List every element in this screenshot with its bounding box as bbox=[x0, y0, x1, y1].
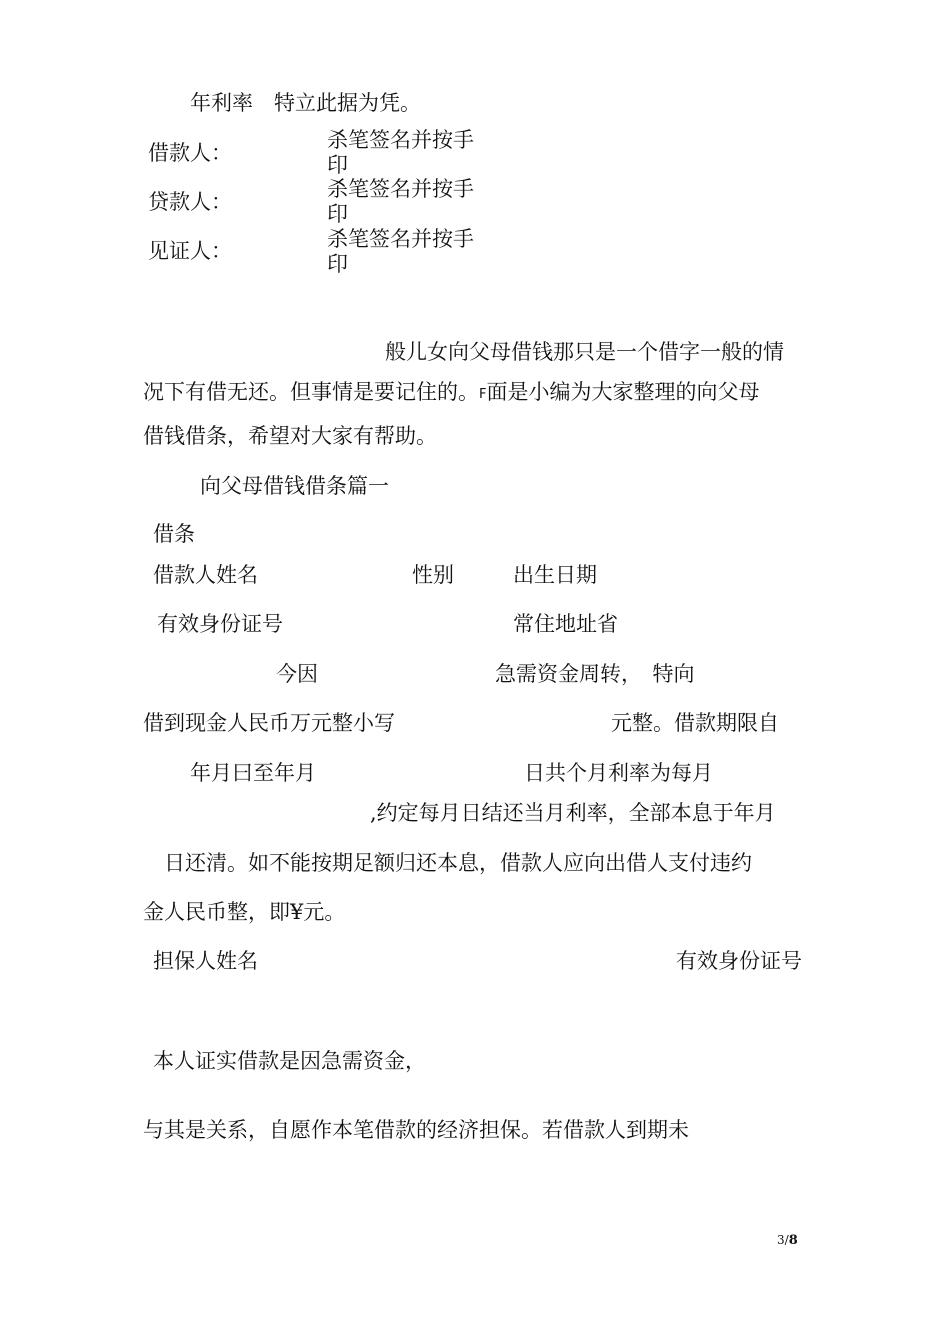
lender-label: 贷款人： bbox=[148, 190, 232, 214]
address-label: 常住地址省 bbox=[513, 612, 618, 636]
borrow-line-a: 借到现金人民币万元整小写 bbox=[143, 711, 395, 735]
confirm-line: 本人证实借款是因急需资金， bbox=[153, 1049, 426, 1073]
witness-label: 见证人： bbox=[148, 239, 232, 263]
borrow-line-b: 元整。借款期限自 bbox=[611, 711, 779, 735]
because-text: 今因 bbox=[276, 662, 318, 686]
urgent-text: 急需资金周转， 特向 bbox=[495, 662, 695, 686]
section-title: 向父母借钱借条篇一 bbox=[200, 474, 389, 498]
birth-date-label: 出生日期 bbox=[513, 563, 597, 587]
lender-sign-note: 杀笔签名并按手印 bbox=[327, 177, 474, 226]
guarantor-name-label: 担保人姓名 bbox=[153, 949, 258, 973]
iou-heading: 借条 bbox=[153, 522, 195, 546]
page-number: 3/8 bbox=[777, 1233, 798, 1248]
gender-label: 性别 bbox=[412, 563, 454, 587]
id-number-label: 有效身份证号 bbox=[157, 612, 283, 636]
intro-line-2: 况下有借无还。但事情是要记住的。F面是小编为大家整理的向父母 bbox=[143, 380, 760, 404]
intro-line-3: 借钱借条，希望对大家有帮助。 bbox=[143, 424, 437, 448]
rate-line: 年利率 特立此据为凭。 bbox=[190, 91, 421, 115]
borrower-label: 借款人： bbox=[148, 141, 232, 165]
relation-line: 与其是关系，自愿作本笔借款的经济担保。若借款人到期未 bbox=[143, 1118, 689, 1142]
witness-sign-note: 杀笔签名并按手印 bbox=[327, 227, 474, 276]
repay-line: ,约定每月日结还当月利率，全部本息于年月 bbox=[370, 801, 776, 825]
penalty-line: 金人民币整，即¥元。 bbox=[143, 900, 346, 924]
borrower-name-label: 借款人姓名 bbox=[153, 563, 258, 587]
borrower-sign-note: 杀笔签名并按手印 bbox=[327, 128, 474, 177]
date-line-b: 日共个月利率为每月 bbox=[524, 761, 713, 785]
intro-line-1: 般儿女向父母借钱那只是一个借字一般的情 bbox=[385, 340, 784, 364]
date-line-a: 年月曰至年月 bbox=[190, 761, 316, 785]
guarantor-id-label: 有效身份证号 bbox=[676, 949, 802, 973]
settle-line: 日还清。如不能按期足额归还本息，借款人应向出借人支付违约 bbox=[164, 851, 752, 875]
